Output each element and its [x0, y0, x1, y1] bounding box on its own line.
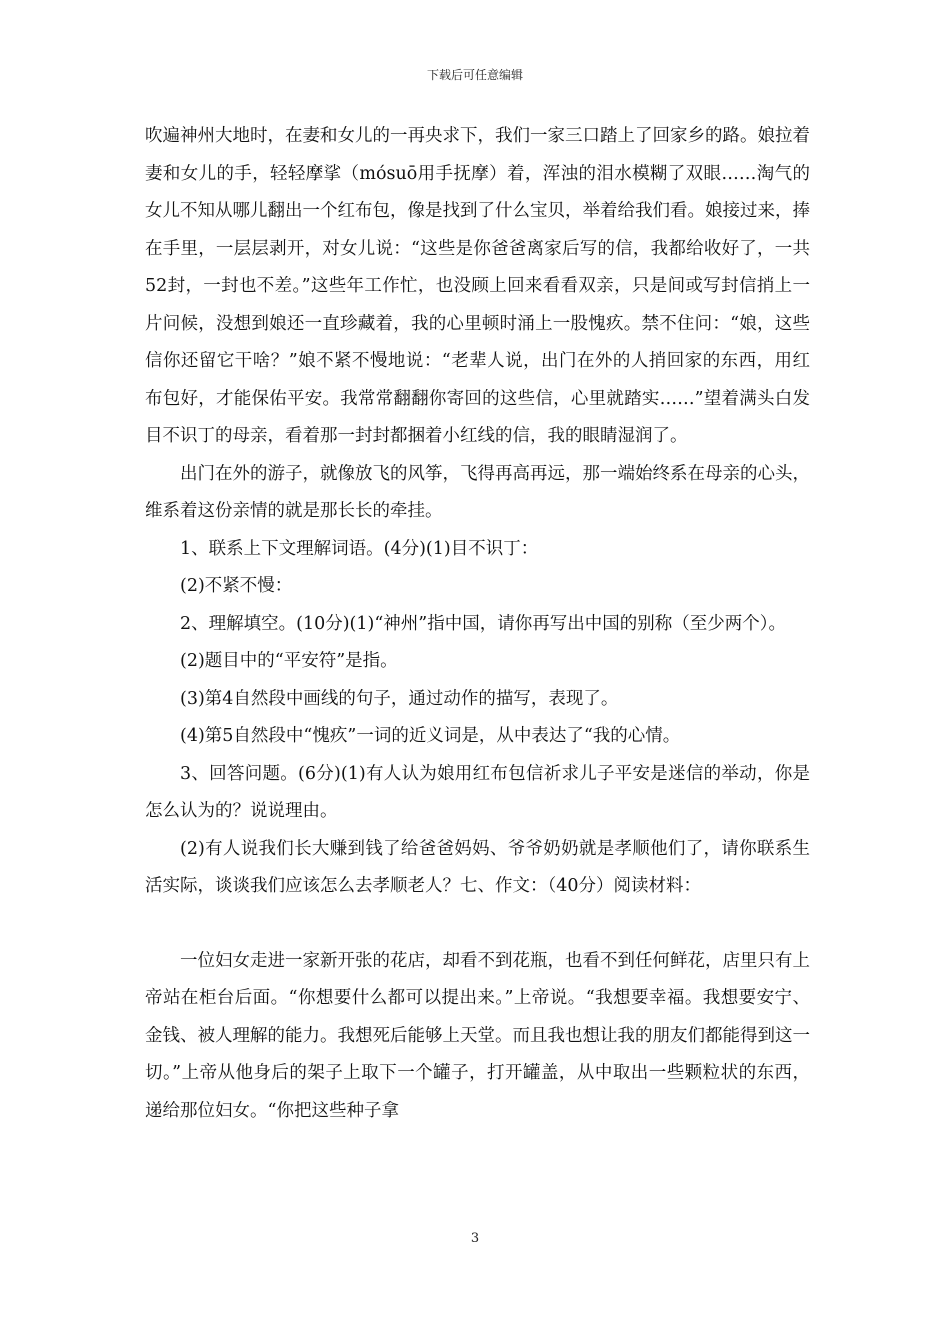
page-header: 下载后可任意编辑 — [426, 68, 523, 82]
document-body — [145, 118, 810, 1130]
question-3-part-2: (2)有人说我们长大赚到钱了给爸爸妈妈、爷爷奶奶就是孝顺他们了，请你联系生活实际，谈谈我们应该怎么去孝顺老人？七、作文：（40分）阅读材料： — [145, 838, 810, 896]
question-1: 1、联系上下文理解词语。(4分)(1)目不识丁： — [180, 538, 539, 559]
question-2-part-3: (3)第4自然段中画线的句子，通过动作的描写，表现了。 — [180, 688, 619, 709]
story-paragraph-1: 吹遍神州大地时，在妻和女儿的一再央求下，我们一家三口踏上了回家乡的路。娘拉着妻和女儿的手，轻轻摩挲（mósuō用手抚摩）着，浑浊的泪水模糊了双眼……淘气的女儿不知从哪儿翻出一个红布包，像是找到了什么宝贝，举着给我们看。娘接过来，捧在手里，一层层剥开，对女儿说：“这些是你爸爸离家后写的信，我都给收好了，一共52封，一封也不差。”这些年工作忙，也没顾上回来看看双亲，只是间或写封信捎上一片问候，没想到娘还一直珍藏着，我的心里顿时涌上一股愧疚。禁不住问：“娘，这些信你还留它干啥？”娘不紧不慢地说：“老辈人说，出门在外的人捎回家的东西，用红布包好，才能保佑平安。我常常翻翻你寄回的这些信，心里就踏实……”望着满头白发目不识丁的母亲，看着那一封封都捆着小红线的信，我的眼睛湿润了。 — [145, 126, 810, 446]
question-3: 3、回答问题。(6分)(1)有人认为娘用红布包信祈求儿子平安是迷信的举动，你是怎么认为的？说说理由。 — [145, 763, 810, 821]
page-number: 3 — [470, 1231, 480, 1246]
question-2: 2、理解填空。(10分)(1)“神州”指中国，请你再写出中国的别称（至少两个）。 — [180, 613, 786, 634]
question-1-part-2: (2)不紧不慢： — [180, 576, 293, 596]
reading-material-paragraph: 一位妇女走进一家新开张的花店，却看不到花瓶，也看不到任何鲜花，店里只有上帝站在柜台后面。“你想要什么都可以提出来。”上帝说。“我想要幸福。我想要安宁、金钱、被人理解的能力。我想死后能够上天堂。而且我也想让我的朋友们都能得到这一切。”上帝从他身后的架子上取下一个罐子，打开罐盖，从中取出一些颗粒状的东西，递给那位妇女。“你把这些种子拿 — [145, 950, 810, 1121]
question-2-part-2: (2)题目中的“平安符”是指。 — [180, 651, 398, 671]
story-paragraph-2: 出门在外的游子，就像放飞的风筝，飞得再高再远，那一端始终系在母亲的心头，维系着这份亲情的就是那长长的牵挂。 — [145, 463, 810, 521]
question-2-part-4: (4)第5自然段中“愧疚”一词的近义词是，从中表达了“我的心情。 — [180, 726, 681, 746]
blank-line — [145, 906, 810, 943]
